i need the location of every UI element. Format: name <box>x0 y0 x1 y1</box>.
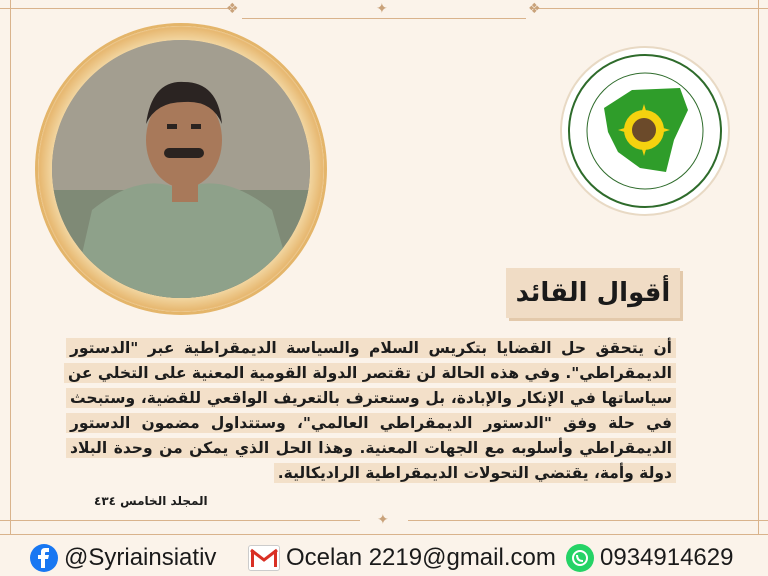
contact-footer <box>0 540 768 576</box>
organization-logo <box>560 46 730 216</box>
portrait-illustration <box>52 40 310 298</box>
bottom-border-left <box>0 520 360 521</box>
page-title-text: أقوال القائد <box>515 278 671 308</box>
whatsapp-contact[interactable] <box>566 544 733 572</box>
page-title <box>506 268 680 318</box>
facebook-handle: @Syriainsiativ <box>64 544 217 571</box>
facebook-icon <box>30 544 58 572</box>
top-ornament-center-icon: ✦ <box>376 1 388 17</box>
portrait-frame <box>38 26 324 312</box>
logo-emblem <box>562 48 728 214</box>
quote-source: المجلد الخامس ٤٣٤ <box>94 494 208 508</box>
top-ornament-right-icon: ❖ <box>528 1 541 17</box>
bottom-border-line <box>0 534 768 535</box>
left-border <box>10 0 11 534</box>
right-border <box>758 0 759 534</box>
bottom-border-right <box>408 520 768 521</box>
email-address: Ocelan 2219@gmail.com <box>286 544 556 571</box>
top-border-left <box>0 8 236 9</box>
phone-number: 0934914629 <box>600 544 734 571</box>
email-contact[interactable] <box>248 544 556 572</box>
facebook-contact[interactable] <box>30 544 216 572</box>
portrait-photo <box>52 40 310 298</box>
whatsapp-icon <box>566 544 594 572</box>
top-border-right <box>532 8 768 9</box>
bottom-ornament-center-icon: ✦ <box>377 512 389 528</box>
quote-body: أن يتحقق حل القضايا بتكريس السلام والسياسة الديمقراطية عبر "الدستور الديمقراطي". وفي هذه الحالة لن تقتصر الدولة القومية المعنية على التخلي عن سياساتها في الإنكار والإبادة، بل وستعترف بالتعريف الواقعي للقضية، وستبحث في حلة وفق "الدستور الديمقراطي العالمي"، وستتداول مضمون الدستور الديمقراطي وأسلوبه مع الجهات المعنية. وهذا الحل الذي يمكن من وحدة البلاد دولة وأمة، يقتضي التحولات الديمقراطية الراديكالية. <box>64 338 676 483</box>
quote-text <box>66 336 676 486</box>
top-ornament-left-icon: ❖ <box>226 1 239 17</box>
top-inner-line <box>242 18 526 19</box>
gmail-icon <box>248 545 280 571</box>
